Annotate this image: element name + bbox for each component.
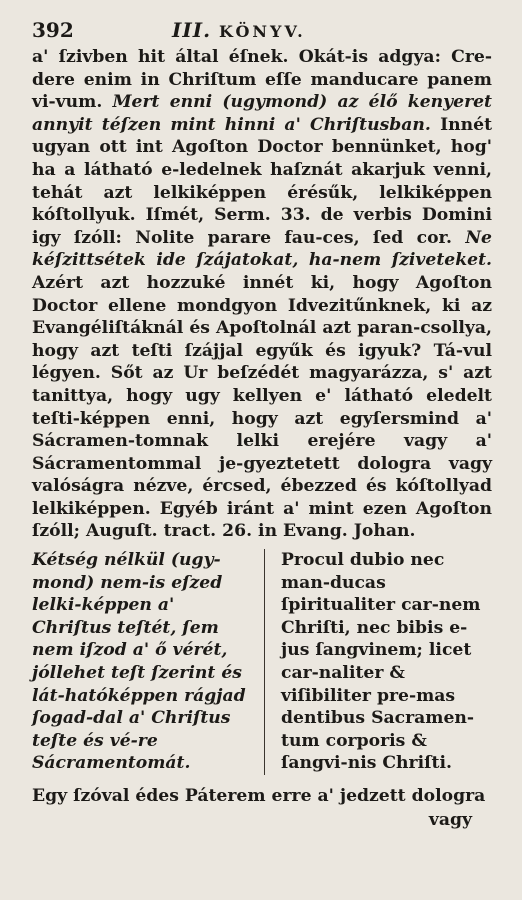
closing-line: Egy ſzóval édes Páterem erre a' jedzett dologra [32,786,486,806]
main-text [32,46,492,543]
parallel-columns [32,549,492,775]
page-header [32,18,492,46]
column-text: Procul dubio nec man-ducas ſpiritualiter car-nem Chriſti, nec bibis e-jus ſangvinem; licet car-naliter & viſibiliter pre-mas dentibus Sacramen-tum corporis & ſangvi-nis Chriſti. [281,550,481,774]
hungarian-column [32,549,265,775]
italic-quote: Ne kéſzittsétek ide ſzájatokat, ha-nem ſziveteket. [32,227,492,271]
text-run: a' ſzivben hit által éſnek. Okát-is adgya: Cre-dere enim in Chriſtum eſſe manducare panem vi-vum. [32,47,492,113]
book-word: KÖNYV. [219,22,306,41]
book-label: III. [172,18,212,42]
catchword: vagy [428,809,472,830]
latin-column [265,549,492,775]
text-run: Innét ugyan ott int Agoſton Doctor bennünket, hog' ha a látható e-ledelnek haſznát akarjuk venni, tehát azt lelkiképpen érésűk, lelkiképpen kóſtollyuk. Iſmét, Serm. 33. de verbis Domini igy ſzóll: Nolite parare fau-ces, ſed cor. [32,114,493,248]
paragraph [32,46,492,543]
text-run: Azért azt hozzuké innét ki, hogy Agoſton Doctor ellene mondgyon Idvezitűnknek, ki az Evangéliſtáknál és Apoſtolnál azt paran-csollya, hogy azt teſti ſzájjal egyűk és igyuk? Tá-vul légyen. Sőt az Ur beſzédét magyarázza, s' azt tanittya, hogy ugy kellyen e' látható eledelt teſti-képpen enni, hogy azt egyſersmind a' Sácramen-tomnak lelki erejére vagy a' Sácramentommal je-gyeztetett dologra vagy valóságra nézve, ércsed, ébezzed és kóſtollyad lelkiképpen. Egyéb iránt a' mint ezen Agoſton ſzóll; Auguſt. tract. 26. in Evang. Johan. [32,272,492,542]
page-number: 392 [32,18,74,42]
italic-quote: Mert enni (ugymond) az élő kenyeret annyit téſzen mint hinni a' Chriſtusban. [32,92,492,135]
column-text: Kétség nélkül (ugy-mond) nem-is eſzed lelki-képpen a' Chriſtus teſtét, ſem nem iſzod a' ő vérét, jóllehet teſt ſzerint és lát-hatóképpen rágjad ſogad-dal a' Chriſtus teſte és vé-re Sácramentomát. [32,550,246,774]
running-head [172,18,306,42]
